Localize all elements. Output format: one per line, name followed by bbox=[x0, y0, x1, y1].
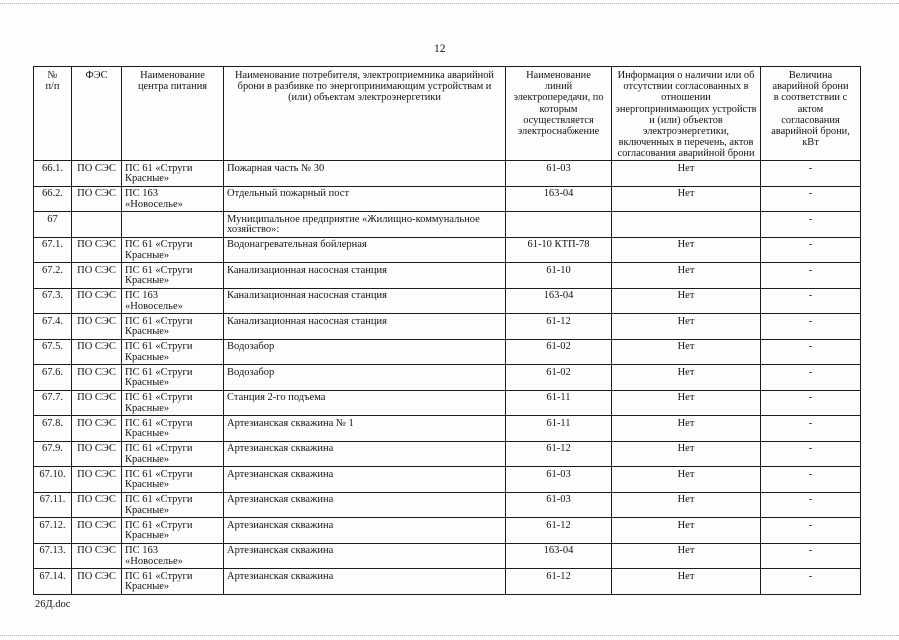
cell-info: Нет bbox=[612, 237, 761, 263]
cell-consumer: Канализационная насосная станция bbox=[224, 288, 506, 314]
cell-info: Нет bbox=[612, 365, 761, 391]
cell-line: 61-10 КТП-78 bbox=[506, 237, 612, 263]
cell-fes: ПО СЭС bbox=[72, 543, 122, 569]
cell-num: 67.6. bbox=[34, 365, 72, 391]
cell-value: - bbox=[761, 212, 861, 238]
footer-filename: 26Д.doc bbox=[35, 599, 71, 610]
header-fes: ФЭС bbox=[72, 67, 122, 161]
cell-line: 61-12 bbox=[506, 441, 612, 467]
cell-line-empty bbox=[506, 212, 612, 238]
table-row bbox=[34, 212, 861, 238]
cell-value: - bbox=[761, 314, 861, 340]
cell-consumer: Артезианская скважина bbox=[224, 492, 506, 518]
cell-center: ПС 163 «Новоселье» bbox=[122, 288, 224, 314]
cell-value: - bbox=[761, 186, 861, 212]
cell-line: 61-03 bbox=[506, 467, 612, 493]
cell-fes: ПО СЭС bbox=[72, 492, 122, 518]
table-row bbox=[34, 339, 861, 365]
cell-info: Нет bbox=[612, 416, 761, 442]
table-header-row bbox=[34, 67, 861, 161]
cell-consumer: Артезианская скважина bbox=[224, 543, 506, 569]
cell-info: Нет bbox=[612, 467, 761, 493]
cell-num: 67.14. bbox=[34, 569, 72, 595]
emergency-reserve-table bbox=[33, 66, 861, 595]
cell-value: - bbox=[761, 263, 861, 289]
cell-line: 163-04 bbox=[506, 543, 612, 569]
scan-edge-top bbox=[0, 3, 899, 4]
cell-center: ПС 61 «Струги Красные» bbox=[122, 416, 224, 442]
table-row bbox=[34, 518, 861, 544]
table-row bbox=[34, 441, 861, 467]
header-info: Информация о наличии или об отсутствии согласованных в отношении энергопринимающих устройств и (или) объектов электроэнергетики, включенных в перечень, актов согласования аварийной брони bbox=[612, 67, 761, 161]
cell-consumer: Водозабор bbox=[224, 365, 506, 391]
cell-num: 67.8. bbox=[34, 416, 72, 442]
table-row bbox=[34, 288, 861, 314]
cell-value: - bbox=[761, 543, 861, 569]
table-row bbox=[34, 314, 861, 340]
cell-center: ПС 61 «Струги Красные» bbox=[122, 518, 224, 544]
cell-num: 67.1. bbox=[34, 237, 72, 263]
cell-num: 67.7. bbox=[34, 390, 72, 416]
cell-center: ПС 61 «Струги Красные» bbox=[122, 365, 224, 391]
cell-line: 61-02 bbox=[506, 339, 612, 365]
scan-edge-bottom bbox=[0, 635, 899, 636]
cell-num: 67.5. bbox=[34, 339, 72, 365]
table-row bbox=[34, 569, 861, 595]
cell-line: 61-03 bbox=[506, 161, 612, 187]
cell-fes-empty bbox=[72, 212, 122, 238]
table-row bbox=[34, 467, 861, 493]
header-line: Наименование линий электропередачи, по которым осуществляется электроснабжение bbox=[506, 67, 612, 161]
cell-center: ПС 163 «Новоселье» bbox=[122, 186, 224, 212]
cell-fes: ПО СЭС bbox=[72, 365, 122, 391]
cell-info: Нет bbox=[612, 492, 761, 518]
cell-consumer: Артезианская скважина bbox=[224, 441, 506, 467]
table-row bbox=[34, 263, 861, 289]
cell-fes: ПО СЭС bbox=[72, 161, 122, 187]
cell-consumer: Станция 2-го подъема bbox=[224, 390, 506, 416]
table-row bbox=[34, 186, 861, 212]
cell-fes: ПО СЭС bbox=[72, 569, 122, 595]
cell-info: Нет bbox=[612, 314, 761, 340]
cell-line: 61-10 bbox=[506, 263, 612, 289]
cell-consumer: Артезианская скважина bbox=[224, 569, 506, 595]
cell-fes: ПО СЭС bbox=[72, 263, 122, 289]
cell-line: 61-12 bbox=[506, 314, 612, 340]
cell-fes: ПО СЭС bbox=[72, 288, 122, 314]
cell-value: - bbox=[761, 365, 861, 391]
cell-line: 163-04 bbox=[506, 288, 612, 314]
cell-num: 67.9. bbox=[34, 441, 72, 467]
page-number: 12 bbox=[434, 43, 446, 55]
cell-num: 67.11. bbox=[34, 492, 72, 518]
table-row bbox=[34, 390, 861, 416]
cell-num: 67.2. bbox=[34, 263, 72, 289]
cell-fes: ПО СЭС bbox=[72, 467, 122, 493]
cell-line: 61-11 bbox=[506, 390, 612, 416]
cell-info: Нет bbox=[612, 543, 761, 569]
cell-fes: ПО СЭС bbox=[72, 390, 122, 416]
cell-center: ПС 163 «Новоселье» bbox=[122, 543, 224, 569]
cell-value: - bbox=[761, 237, 861, 263]
header-consumer: Наименование потребителя, электроприемника аварийной брони в разбивке по энергопринимающим устройствам и (или) объектам электроэнергетики bbox=[224, 67, 506, 161]
cell-consumer: Пожарная часть № 30 bbox=[224, 161, 506, 187]
cell-num: 67.3. bbox=[34, 288, 72, 314]
cell-center: ПС 61 «Струги Красные» bbox=[122, 569, 224, 595]
cell-consumer: Артезианская скважина bbox=[224, 467, 506, 493]
cell-info: Нет bbox=[612, 390, 761, 416]
cell-center: ПС 61 «Струги Красные» bbox=[122, 237, 224, 263]
header-num: № п/п bbox=[34, 67, 72, 161]
cell-center: ПС 61 «Струги Красные» bbox=[122, 492, 224, 518]
cell-info: Нет bbox=[612, 569, 761, 595]
cell-fes: ПО СЭС bbox=[72, 339, 122, 365]
table-row bbox=[34, 416, 861, 442]
cell-info: Нет bbox=[612, 441, 761, 467]
cell-value: - bbox=[761, 569, 861, 595]
cell-fes: ПО СЭС bbox=[72, 237, 122, 263]
cell-consumer: Артезианская скважина bbox=[224, 518, 506, 544]
cell-value: - bbox=[761, 161, 861, 187]
cell-consumer: Отдельный пожарный пост bbox=[224, 186, 506, 212]
cell-consumer: Канализационная насосная станция bbox=[224, 263, 506, 289]
cell-num: 67.4. bbox=[34, 314, 72, 340]
header-center: Наименование центра питания bbox=[122, 67, 224, 161]
cell-value: - bbox=[761, 390, 861, 416]
cell-center: ПС 61 «Струги Красные» bbox=[122, 339, 224, 365]
cell-info: Нет bbox=[612, 161, 761, 187]
cell-num: 67.10. bbox=[34, 467, 72, 493]
cell-info: Нет bbox=[612, 263, 761, 289]
cell-line: 61-02 bbox=[506, 365, 612, 391]
table-row bbox=[34, 365, 861, 391]
cell-num: 67.13. bbox=[34, 543, 72, 569]
cell-center: ПС 61 «Струги Красные» bbox=[122, 263, 224, 289]
cell-center: ПС 61 «Струги Красные» bbox=[122, 467, 224, 493]
cell-info: Нет bbox=[612, 288, 761, 314]
cell-value: - bbox=[761, 339, 861, 365]
cell-value: - bbox=[761, 416, 861, 442]
cell-fes: ПО СЭС bbox=[72, 186, 122, 212]
cell-consumer: Артезианская скважина № 1 bbox=[224, 416, 506, 442]
cell-consumer: Водонагревательная бойлерная bbox=[224, 237, 506, 263]
cell-value: - bbox=[761, 492, 861, 518]
cell-center: ПС 61 «Струги Красные» bbox=[122, 390, 224, 416]
cell-fes: ПО СЭС bbox=[72, 314, 122, 340]
cell-line: 61-03 bbox=[506, 492, 612, 518]
cell-value: - bbox=[761, 518, 861, 544]
cell-center: ПС 61 «Струги Красные» bbox=[122, 161, 224, 187]
cell-info: Нет bbox=[612, 518, 761, 544]
table-row bbox=[34, 237, 861, 263]
cell-value: - bbox=[761, 288, 861, 314]
table-row bbox=[34, 492, 861, 518]
cell-line: 61-12 bbox=[506, 518, 612, 544]
cell-num: 66.2. bbox=[34, 186, 72, 212]
cell-info-empty bbox=[612, 212, 761, 238]
cell-fes: ПО СЭС bbox=[72, 441, 122, 467]
cell-consumer: Канализационная насосная станция bbox=[224, 314, 506, 340]
table-row bbox=[34, 543, 861, 569]
cell-center: ПС 61 «Струги Красные» bbox=[122, 441, 224, 467]
cell-line: 163-04 bbox=[506, 186, 612, 212]
cell-num: 67.12. bbox=[34, 518, 72, 544]
cell-line: 61-12 bbox=[506, 569, 612, 595]
cell-center-empty bbox=[122, 212, 224, 238]
cell-consumer: Муниципальное предприятие «Жилищно-коммунальное хозяйство»: bbox=[224, 212, 506, 238]
cell-num: 67 bbox=[34, 212, 72, 238]
header-value: Величина аварийной брони в соответствии с актом согласования аварийной брони, кВт bbox=[761, 67, 861, 161]
cell-line: 61-11 bbox=[506, 416, 612, 442]
table-row bbox=[34, 161, 861, 187]
cell-fes: ПО СЭС bbox=[72, 518, 122, 544]
cell-value: - bbox=[761, 467, 861, 493]
cell-center: ПС 61 «Струги Красные» bbox=[122, 314, 224, 340]
cell-info: Нет bbox=[612, 186, 761, 212]
cell-num: 66.1. bbox=[34, 161, 72, 187]
cell-value: - bbox=[761, 441, 861, 467]
cell-fes: ПО СЭС bbox=[72, 416, 122, 442]
cell-info: Нет bbox=[612, 339, 761, 365]
cell-consumer: Водозабор bbox=[224, 339, 506, 365]
